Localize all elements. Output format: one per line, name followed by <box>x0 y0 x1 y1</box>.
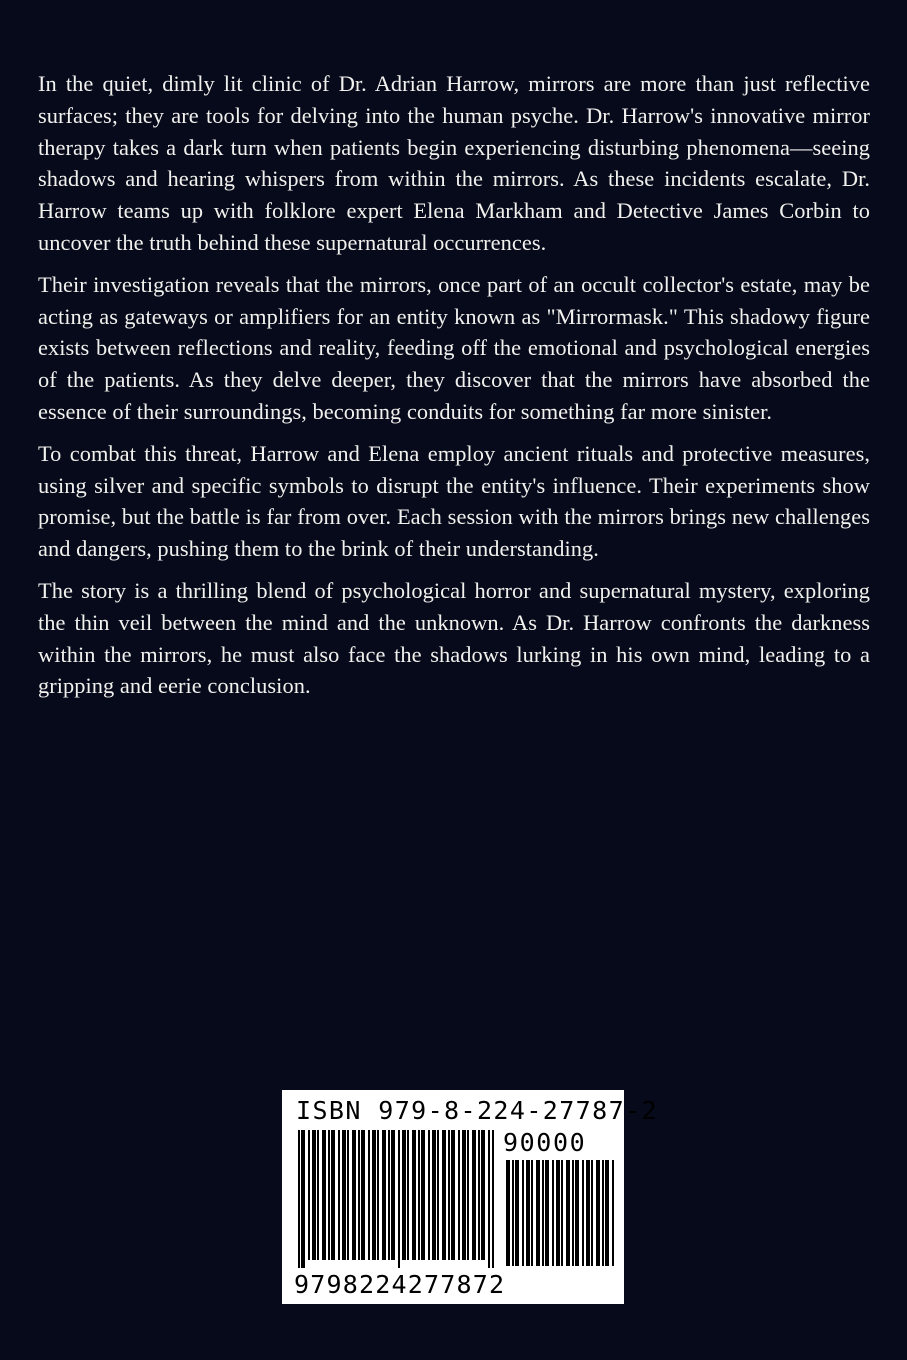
barcode-bar <box>596 1160 600 1266</box>
barcode-bar <box>605 1160 609 1266</box>
barcode-bar <box>347 1130 349 1260</box>
barcode-bar <box>556 1160 560 1266</box>
price-addon-bars <box>504 1160 616 1270</box>
barcode-bar <box>462 1130 466 1260</box>
barcode-bar <box>591 1160 593 1266</box>
barcode-bar <box>552 1160 554 1266</box>
barcode-bar <box>301 1130 305 1268</box>
barcode-bar <box>398 1130 400 1268</box>
barcode-bar <box>512 1160 514 1266</box>
barcode-bar <box>572 1160 574 1266</box>
barcode-bar <box>317 1130 319 1260</box>
barcode-bar <box>586 1160 590 1266</box>
barcode-bar <box>421 1130 425 1260</box>
barcode-bar <box>377 1130 379 1260</box>
barcode-bar <box>575 1160 579 1266</box>
barcode-bar <box>342 1130 346 1260</box>
barcode-bar <box>612 1160 614 1266</box>
barcode-bar <box>368 1130 370 1260</box>
isbn-label: ISBN 979-8-224-27787-2 <box>296 1096 658 1125</box>
barcode-bar <box>418 1130 420 1260</box>
barcode-bar <box>531 1160 533 1266</box>
barcode-bar <box>492 1130 494 1268</box>
barcode-bar <box>298 1130 300 1268</box>
barcode-bar <box>358 1130 360 1260</box>
barcode-bar <box>437 1130 439 1260</box>
barcode-bar <box>448 1130 450 1260</box>
barcode-bar <box>402 1130 406 1260</box>
barcode-bar <box>407 1130 409 1260</box>
barcode-bar <box>451 1130 455 1260</box>
ean-barcode-bars <box>296 1130 496 1270</box>
barcode-bar <box>545 1160 549 1266</box>
barcode-bar <box>542 1160 544 1266</box>
back-cover-blurb <box>38 68 870 712</box>
blurb-paragraph-3: To combat this threat, Harrow and Elena employ ancient rituals and protective measures, using silver and specific symbols to disrupt the entity's influence. Their experiments show promise, but the battle is far from over. Each session with the mirrors brings new challenges and dangers, pushing them to the brink of their understanding. <box>38 440 870 562</box>
blurb-paragraph-1: In the quiet, dimly lit clinic of Dr. Adrian Harrow, mirrors are more than just reflective surfaces; they are tools for delving into the human psyche. Dr. Harrow's innovative mirror therapy takes a dark turn when patients begin experiencing disturbing phenomena—seeing shadows and hearing whispers from within the mirrors. As these incidents escalate, Dr. Harrow teams up with folklore expert Elena Markham and Detective James Corbin to uncover the truth behind these supernatural occurrences. <box>38 71 870 255</box>
barcode-bar <box>478 1130 480 1260</box>
barcode-bar <box>488 1130 490 1268</box>
barcode-bar <box>352 1130 356 1260</box>
barcode-bar <box>331 1130 335 1260</box>
barcode-bar <box>515 1160 519 1266</box>
barcode-bar <box>432 1130 436 1260</box>
barcode-bar <box>338 1130 340 1260</box>
barcode-bar <box>312 1130 316 1260</box>
barcode-bar <box>602 1160 604 1266</box>
barcode-bar <box>428 1130 430 1260</box>
barcode-bar <box>372 1130 376 1260</box>
barcode-bar <box>561 1160 563 1266</box>
blurb-paragraph-2: Their investigation reveals that the mirrors, once part of an occult collector's estate, may be acting as gateways or amplifiers for an entity known as "Mirrormask." This shadowy figure exists between reflections and reality, feeding off the emotional and psychological energies of the patients. As they delve deeper, they discover that the mirrors have absorbed the essence of their surroundings, becoming conduits for something far more sinister. <box>38 271 870 424</box>
barcode-bar <box>582 1160 584 1266</box>
barcode-bar <box>458 1130 460 1260</box>
ean-digits: 9798224277872 <box>294 1270 506 1299</box>
barcode-bar <box>322 1130 326 1260</box>
barcode-bar <box>328 1130 330 1260</box>
barcode-bar <box>526 1160 530 1266</box>
barcode-bar <box>442 1130 446 1260</box>
barcode-bar <box>566 1160 570 1266</box>
barcode-bar <box>382 1130 386 1260</box>
barcode-bar <box>412 1130 416 1260</box>
barcode-bar <box>388 1130 390 1260</box>
barcode-bar <box>361 1130 365 1260</box>
barcode-bar <box>506 1160 510 1266</box>
barcode-bar <box>308 1130 310 1260</box>
barcode-bar <box>536 1160 540 1266</box>
isbn-barcode <box>282 1090 658 1304</box>
barcode-bar <box>391 1130 395 1260</box>
price-code: 90000 <box>503 1128 587 1157</box>
blurb-paragraph-4: The story is a thrilling blend of psychological horror and supernatural mystery, exploring the thin veil between the mind and the unknown. As Dr. Harrow confronts the darkness within the mirrors, he must also face the shadows lurking in his own mind, leading to a gripping and eerie conclusion. <box>38 577 870 699</box>
barcode-bar <box>467 1130 469 1260</box>
barcode-bar <box>472 1130 476 1260</box>
barcode-bar <box>522 1160 524 1266</box>
barcode-bar <box>481 1130 485 1260</box>
